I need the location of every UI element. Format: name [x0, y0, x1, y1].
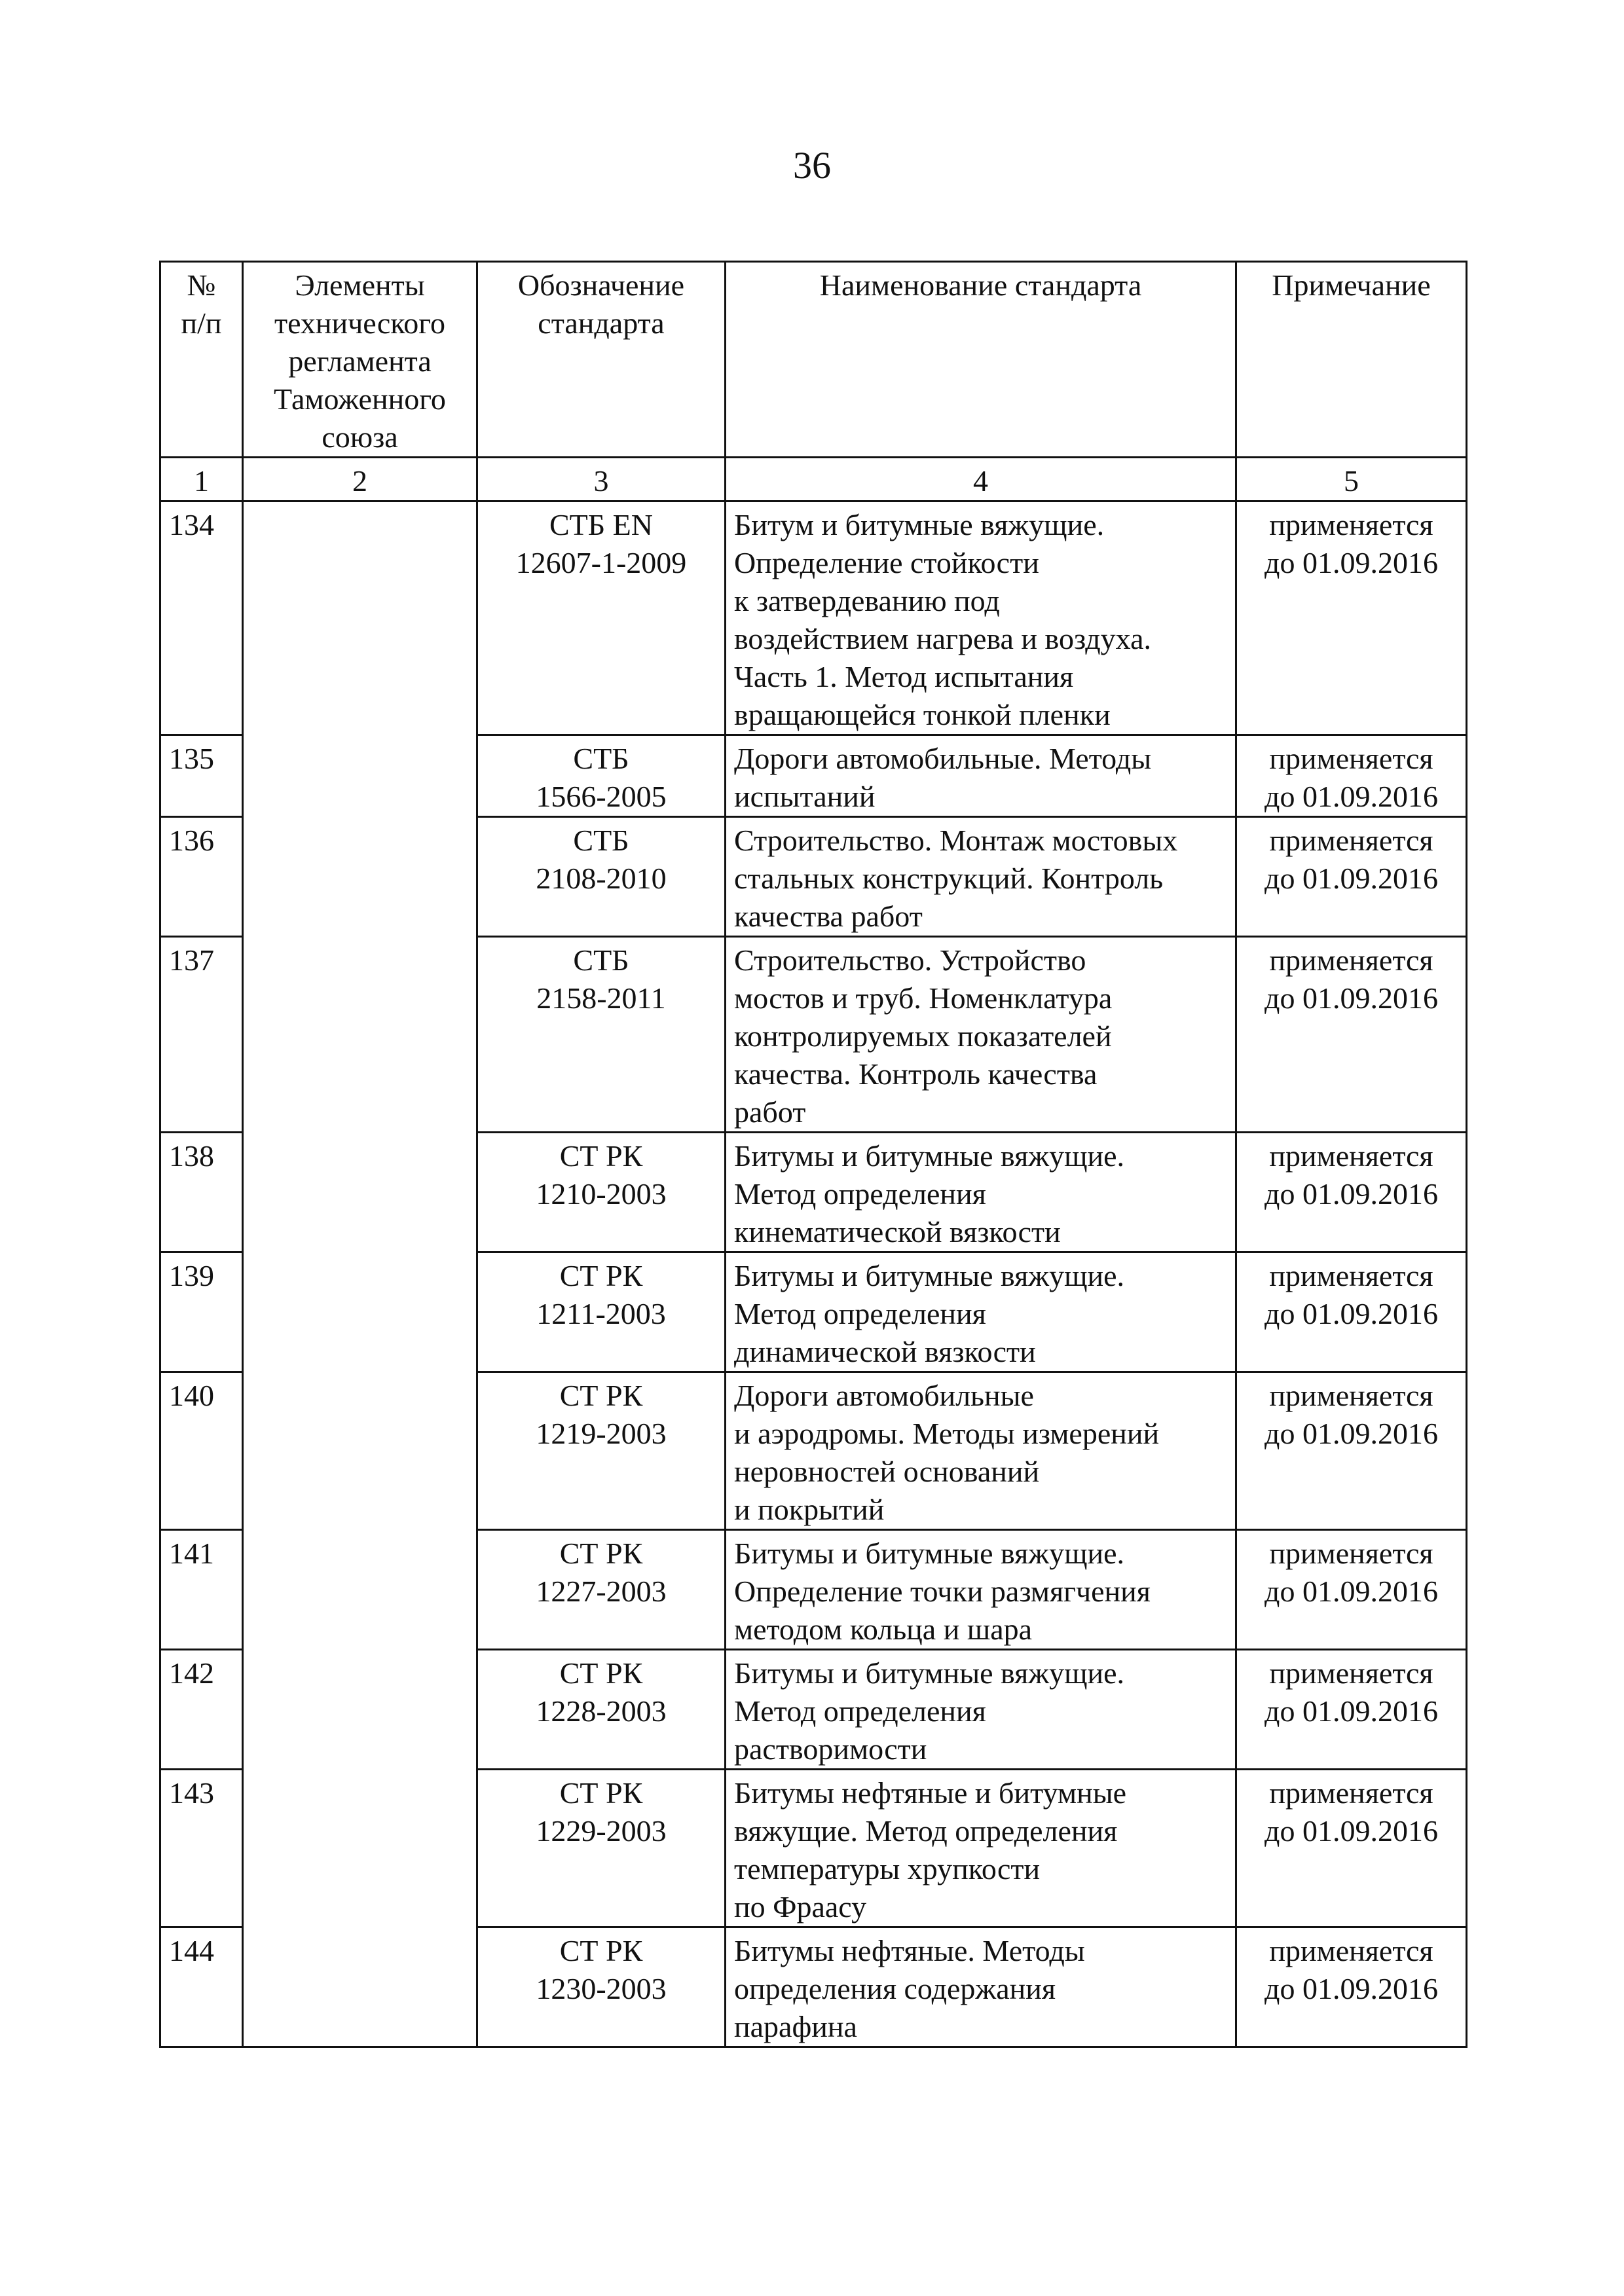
header-num: № п/п — [160, 262, 243, 458]
standard-name: Битум и битумные вяжущие. Определение стойкости к затвердеванию под воздействием нагрева и воздуха. Часть 1. Метод испытания вращающейся тонкой пленки — [726, 501, 1236, 735]
page-number: 36 — [793, 144, 831, 187]
row-number: 139 — [160, 1252, 243, 1372]
standard-designation: СТ РК 1228-2003 — [477, 1650, 726, 1770]
column-index: 5 — [1236, 458, 1467, 501]
note: применяется до 01.09.2016 — [1236, 817, 1467, 937]
note: применяется до 01.09.2016 — [1236, 735, 1467, 817]
column-index: 3 — [477, 458, 726, 501]
standard-designation: СТ РК 1229-2003 — [477, 1770, 726, 1927]
header-name: Наименование стандарта — [726, 262, 1236, 458]
row-number: 136 — [160, 817, 243, 937]
row-number: 143 — [160, 1770, 243, 1927]
standard-designation: СТБ EN 12607-1-2009 — [477, 501, 726, 735]
standard-name: Битумы и битумные вяжущие. Метод определения кинематической вязкости — [726, 1133, 1236, 1252]
standard-name: Дороги автомобильные. Методы испытаний — [726, 735, 1236, 817]
standard-name: Битумы нефтяные и битумные вяжущие. Метод определения температуры хрупкости по Фраасу — [726, 1770, 1236, 1927]
note: применяется до 01.09.2016 — [1236, 1770, 1467, 1927]
note: применяется до 01.09.2016 — [1236, 501, 1467, 735]
row-number: 137 — [160, 937, 243, 1133]
header-element: Элементы технического регламента Таможенного союза — [243, 262, 477, 458]
row-number: 135 — [160, 735, 243, 817]
row-number: 144 — [160, 1927, 243, 2047]
standard-designation: СТ РК 1219-2003 — [477, 1372, 726, 1530]
standard-designation: СТ РК 1227-2003 — [477, 1530, 726, 1650]
regulation-element-cell — [243, 501, 477, 2047]
row-number: 140 — [160, 1372, 243, 1530]
table-row — [160, 501, 1467, 735]
note: применяется до 01.09.2016 — [1236, 1133, 1467, 1252]
row-number: 142 — [160, 1650, 243, 1770]
standard-designation: СТ РК 1210-2003 — [477, 1133, 726, 1252]
header-note: Примечание — [1236, 262, 1467, 458]
standard-designation: СТ РК 1211-2003 — [477, 1252, 726, 1372]
note: применяется до 01.09.2016 — [1236, 1927, 1467, 2047]
header-row — [160, 262, 1467, 458]
column-index: 2 — [243, 458, 477, 501]
note: применяется до 01.09.2016 — [1236, 1372, 1467, 1530]
standard-designation: СТ РК 1230-2003 — [477, 1927, 726, 2047]
note: применяется до 01.09.2016 — [1236, 1530, 1467, 1650]
note: применяется до 01.09.2016 — [1236, 1650, 1467, 1770]
standard-name: Строительство. Монтаж мостовых стальных конструкций. Контроль качества работ — [726, 817, 1236, 937]
standard-name: Битумы и битумные вяжущие. Метод определения динамической вязкости — [726, 1252, 1236, 1372]
header-designation: Обозначение стандарта — [477, 262, 726, 458]
row-number: 138 — [160, 1133, 243, 1252]
standard-designation: СТБ 2158-2011 — [477, 937, 726, 1133]
standard-name: Битумы нефтяные. Методы определения содержания парафина — [726, 1927, 1236, 2047]
note: применяется до 01.09.2016 — [1236, 937, 1467, 1133]
column-index: 1 — [160, 458, 243, 501]
note: применяется до 01.09.2016 — [1236, 1252, 1467, 1372]
standards-table — [159, 261, 1467, 2048]
row-number: 134 — [160, 501, 243, 735]
standard-name: Строительство. Устройство мостов и труб. Номенклатура контролируемых показателей качества. Контроль качества работ — [726, 937, 1236, 1133]
column-index-row — [160, 458, 1467, 501]
standard-name: Битумы и битумные вяжущие. Метод определения растворимости — [726, 1650, 1236, 1770]
standard-name: Битумы и битумные вяжущие. Определение точки размягчения методом кольца и шара — [726, 1530, 1236, 1650]
standard-designation: СТБ 1566-2005 — [477, 735, 726, 817]
standard-designation: СТБ 2108-2010 — [477, 817, 726, 937]
row-number: 141 — [160, 1530, 243, 1650]
standard-name: Дороги автомобильные и аэродромы. Методы измерений неровностей оснований и покрытий — [726, 1372, 1236, 1530]
column-index: 4 — [726, 458, 1236, 501]
